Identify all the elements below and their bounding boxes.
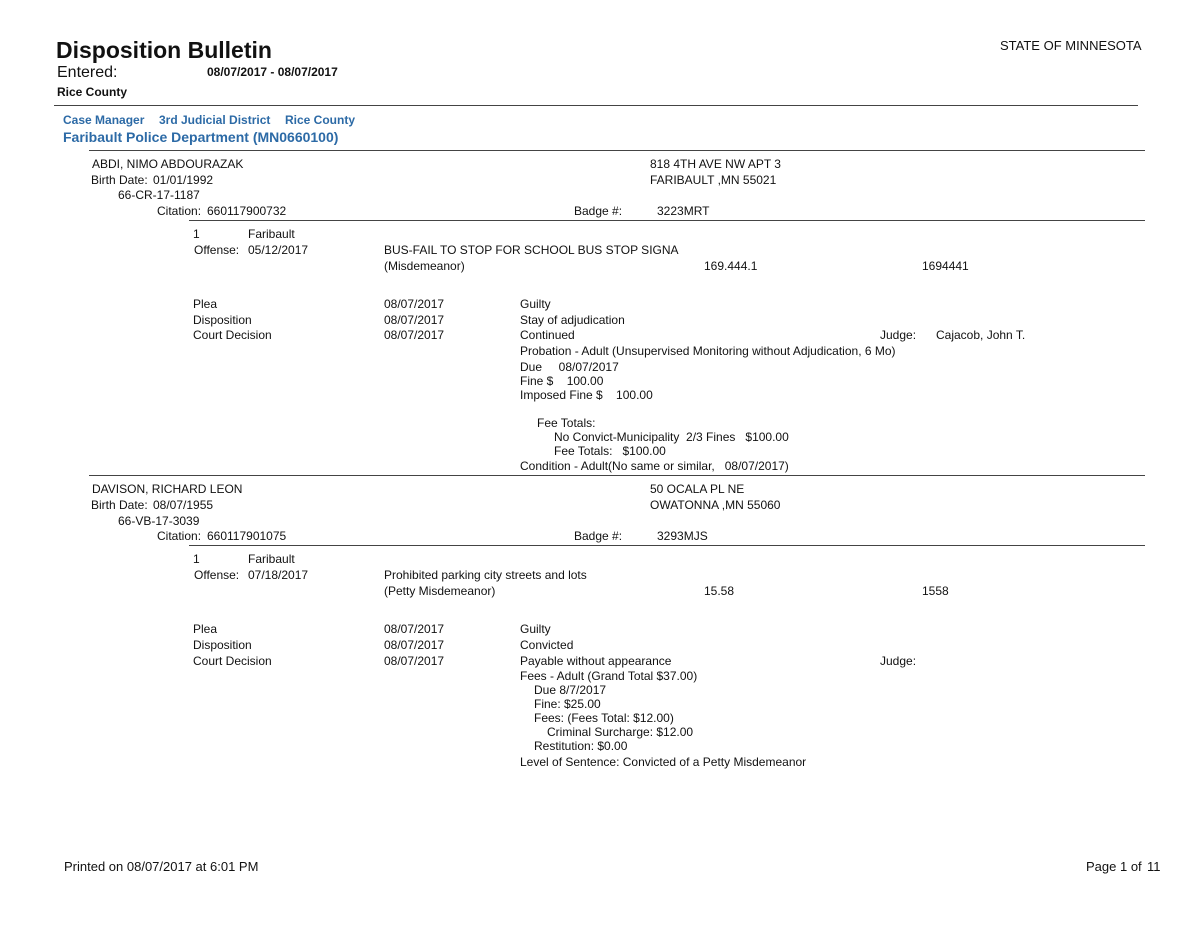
offense-level: (Misdemeanor) [384, 259, 465, 273]
disposition-label: Disposition [193, 638, 252, 652]
page-title: Disposition Bulletin [56, 37, 272, 63]
fees-line: Fees - Adult (Grand Total $37.00) [520, 669, 698, 683]
breadcrumb-district: 3rd Judicial District [159, 113, 271, 127]
address-line-1: 818 4TH AVE NW APT 3 [650, 157, 781, 171]
fee-totals-label: Fee Totals: [537, 416, 596, 430]
citation-label: Citation: [157, 529, 202, 543]
fee-line: No Convict-Municipality 2/3 Fines $100.00 [554, 430, 789, 444]
offense-level: (Petty Misdemeanor) [384, 584, 496, 598]
sentence-detail: Due 08/07/2017 [520, 360, 619, 374]
birth-date: 08/07/1955 [153, 498, 214, 512]
breadcrumb-case-manager: Case Manager [63, 113, 145, 127]
case-divider [89, 475, 1145, 476]
disposition-label: Disposition [193, 313, 252, 327]
court-decision-date: 08/07/2017 [384, 328, 445, 342]
disposition-value: Convicted [520, 638, 574, 652]
header-divider [54, 105, 1138, 106]
offense-code: 1694441 [922, 259, 969, 273]
citation-divider [189, 220, 1145, 221]
badge-label: Badge #: [574, 204, 623, 218]
fee-totals-line: Fee Totals: $100.00 [554, 444, 666, 458]
disposition-date: 08/07/2017 [384, 313, 445, 327]
badge-number: 3293MJS [657, 529, 708, 543]
agency-divider [89, 150, 1145, 151]
plea-date: 08/07/2017 [384, 622, 445, 636]
breadcrumb-county: Rice County [285, 113, 356, 127]
sentence-detail: Fine $ 100.00 [520, 374, 604, 388]
printed-timestamp: Printed on 08/07/2017 at 6:01 PM [64, 859, 259, 874]
plea-value: Guilty [520, 297, 551, 311]
offense-date: 07/18/2017 [248, 568, 309, 582]
agency-title: Faribault Police Department (MN0660100) [63, 129, 339, 145]
offense-city: Faribault [248, 227, 295, 241]
fees-total-line: Fees: (Fees Total: $12.00) [534, 711, 674, 725]
offense-city: Faribault [248, 552, 295, 566]
disposition-value: Stay of adjudication [520, 313, 625, 327]
entered-label: Entered: [57, 64, 118, 81]
court-decision-value: Continued [520, 328, 575, 342]
case-number: 66-CR-17-1187 [118, 188, 200, 202]
judge-label: Judge: [880, 328, 917, 342]
date-range: 08/07/2017 - 08/07/2017 [207, 65, 338, 79]
address-line-2: OWATONNA ,MN 55060 [650, 498, 781, 512]
offense-date: 05/12/2017 [248, 243, 309, 257]
count-number: 1 [193, 552, 200, 566]
citation-number: 660117900732 [207, 204, 287, 218]
plea-label: Plea [193, 622, 218, 636]
address-line-2: FARIBAULT ,MN 55021 [650, 173, 777, 187]
defendant-name: ABDI, NIMO ABDOURAZAK [92, 157, 244, 171]
citation-label: Citation: [157, 204, 202, 218]
court-decision-value: Payable without appearance [520, 654, 672, 668]
defendant-name: DAVISON, RICHARD LEON [92, 482, 243, 496]
citation-number: 660117901075 [207, 529, 287, 543]
citation-divider [189, 545, 1145, 546]
birth-date-label: Birth Date: [91, 498, 148, 512]
count-number: 1 [193, 227, 200, 241]
statute-number: 15.58 [704, 584, 735, 598]
surcharge-line: Criminal Surcharge: $12.00 [547, 725, 694, 739]
level-of-sentence: Level of Sentence: Convicted of a Petty Misdemeanor [520, 755, 807, 769]
birth-date: 01/01/1992 [153, 173, 214, 187]
judge-name: Cajacob, John T. [936, 328, 1026, 342]
badge-number: 3223MRT [657, 204, 710, 218]
state-label: STATE OF MINNESOTA [1000, 38, 1142, 53]
judge-label: Judge: [880, 654, 917, 668]
plea-label: Plea [193, 297, 218, 311]
address-line-1: 50 OCALA PL NE [650, 482, 745, 496]
offense-label: Offense: [194, 243, 240, 257]
offense-description: BUS-FAIL TO STOP FOR SCHOOL BUS STOP SIGNA [384, 243, 679, 257]
court-decision-label: Court Decision [193, 654, 272, 668]
court-decision-date: 08/07/2017 [384, 654, 445, 668]
page-label: Page 1 of [1086, 859, 1142, 874]
offense-code: 1558 [922, 584, 949, 598]
case-number: 66-VB-17-3039 [118, 514, 200, 528]
sentence-detail: Probation - Adult (Unsupervised Monitoring without Adjudication, 6 Mo) [520, 344, 896, 358]
sentence-detail: Imposed Fine $ 100.00 [520, 388, 653, 402]
restitution-line: Restitution: $0.00 [534, 739, 628, 753]
condition-line: Condition - Adult(No same or similar, 08/07/2017) [520, 459, 789, 473]
offense-description: Prohibited parking city streets and lots [384, 568, 587, 582]
court-decision-label: Court Decision [193, 328, 272, 342]
disposition-date: 08/07/2017 [384, 638, 445, 652]
statute-number: 169.444.1 [704, 259, 758, 273]
badge-label: Badge #: [574, 529, 623, 543]
offense-label: Offense: [194, 568, 240, 582]
county-label: Rice County [57, 85, 128, 99]
due-line: Due 8/7/2017 [534, 683, 607, 697]
birth-date-label: Birth Date: [91, 173, 148, 187]
page-total: 11 [1147, 859, 1161, 874]
plea-date: 08/07/2017 [384, 297, 445, 311]
fine-line: Fine: $25.00 [534, 697, 601, 711]
plea-value: Guilty [520, 622, 551, 636]
